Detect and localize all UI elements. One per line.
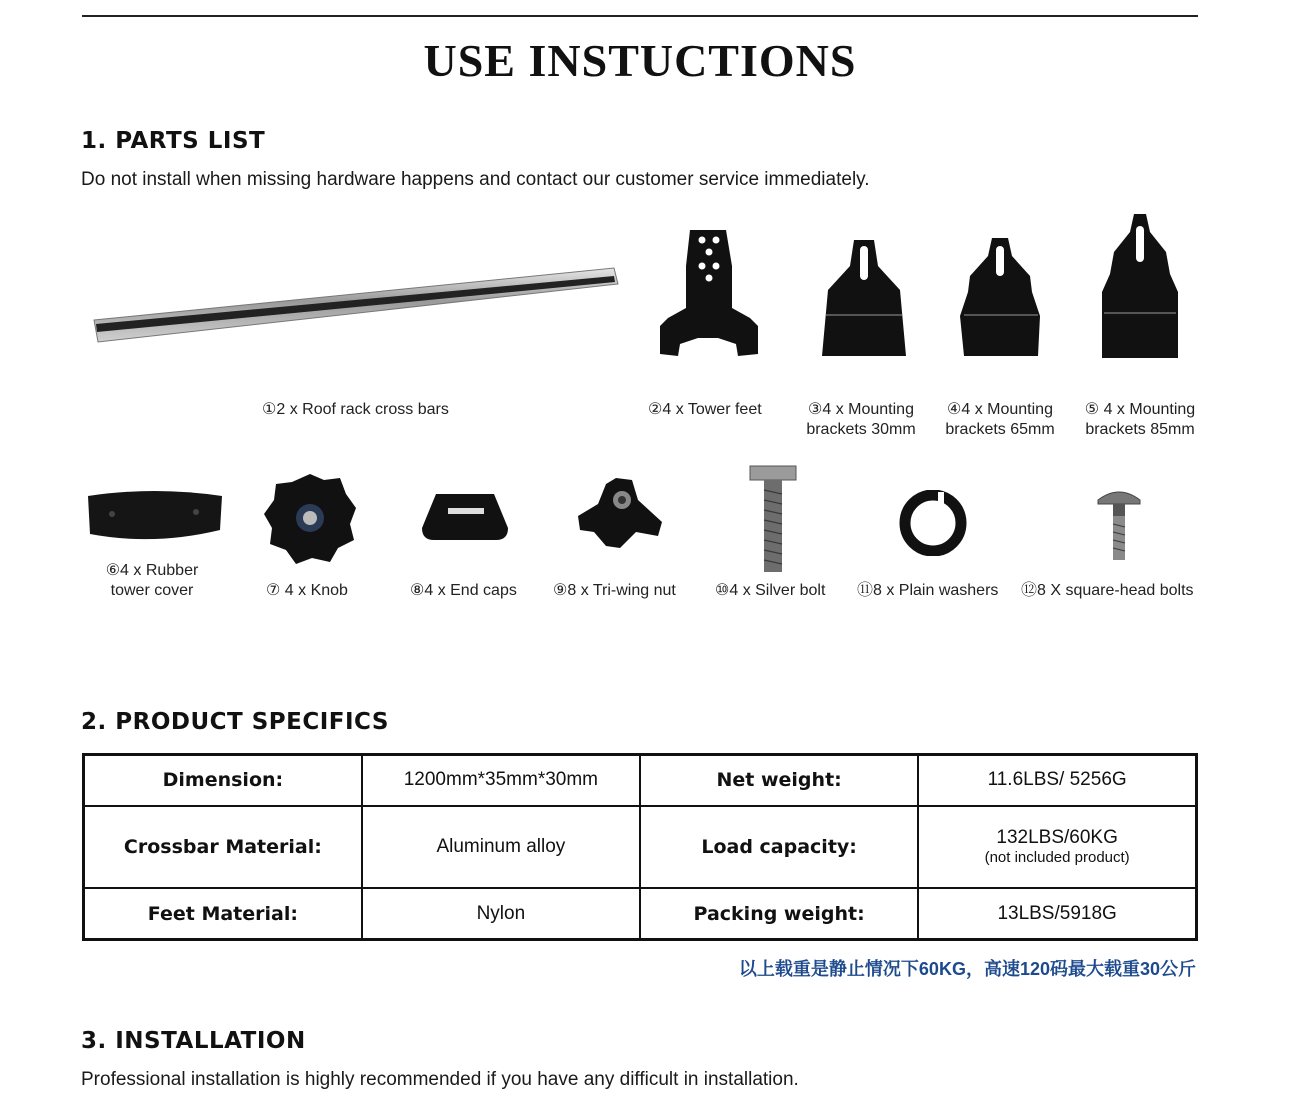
spec-value: 11.6LBS/ 5256G [918, 755, 1196, 806]
part-label-rubber-cover-line1: ⑥4 x Rubber [105, 562, 199, 579]
part-label-bracket-30mm-line2: brackets 30mm [806, 421, 916, 438]
part-label-tri-wing-nut: ⑨8 x Tri-wing nut [553, 582, 676, 599]
part-label-bracket-85mm [1079, 400, 1201, 440]
parts-list-heading: 1. PARTS LIST [81, 128, 266, 154]
installation-note: Professional installation is highly recommended if you have any difficult in installation. [81, 1069, 799, 1090]
part-label-bracket-30mm-line1: ③4 x Mounting [808, 401, 914, 418]
tri-wing-nut-image [576, 476, 666, 550]
spec-key: Feet Material: [84, 888, 362, 939]
spec-key: Net weight: [640, 755, 918, 806]
part-label-silver-bolt: ⑩4 x Silver bolt [715, 582, 826, 599]
spec-value: Aluminum alloy [362, 806, 640, 889]
silver-bolt-image [748, 464, 798, 576]
top-divider [82, 15, 1198, 17]
spec-key: Load capacity: [640, 806, 918, 889]
parts-list-note: Do not install when missing hardware happens and contact our customer service immediately. [81, 169, 870, 190]
load-capacity-note: (not included product) [984, 849, 1130, 867]
square-head-bolt-image [1094, 486, 1144, 562]
part-label-knob: ⑦ 4 x Knob [266, 582, 348, 599]
part-label-rubber-cover-line2: tower cover [110, 582, 194, 599]
page-title: USE INSTUCTIONS [423, 35, 857, 86]
part-label-bracket-65mm-line2: brackets 65mm [945, 421, 1055, 438]
spec-key: Packing weight: [640, 888, 918, 939]
part-label-bracket-30mm [802, 400, 920, 440]
spec-key: Crossbar Material: [84, 806, 362, 889]
part-label-bracket-65mm-line1: ④4 x Mounting [947, 401, 1053, 418]
part-label-plain-washers: ⑪8 x Plain washers [857, 582, 999, 599]
part-label-cross-bars: ①2 x Roof rack cross bars [262, 401, 449, 418]
part-label-bracket-85mm-line1: ⑤ 4 x Mounting [1084, 401, 1196, 418]
spec-value: 13LBS/5918G [918, 888, 1196, 939]
load-capacity-value: 132LBS/60KG [996, 827, 1118, 849]
plain-washer-image [898, 490, 968, 556]
part-label-square-head-bolts: ⑫8 X square-head bolts [1021, 582, 1194, 599]
spec-value-load-capacity [918, 806, 1196, 889]
spec-value: Nylon [362, 888, 640, 939]
installation-heading: 3. INSTALLATION [81, 1028, 306, 1054]
load-note-chinese: 以上载重是静止情况下60KG，高速120码最大载重30公斤 [738, 959, 1196, 979]
spec-key: Dimension: [84, 755, 362, 806]
spec-table [82, 753, 1198, 941]
table-row [84, 888, 1197, 939]
bracket-65mm-image [958, 236, 1042, 360]
product-specifics-heading: 2. PRODUCT SPECIFICS [81, 709, 389, 735]
bracket-85mm-image [1100, 212, 1180, 360]
cross-bar-image [92, 262, 620, 344]
spec-value: 1200mm*35mm*30mm [362, 755, 640, 806]
part-label-bracket-65mm [940, 400, 1060, 440]
part-label-tower-feet: ②4 x Tower feet [648, 401, 762, 418]
table-row [84, 806, 1197, 889]
part-label-rubber-cover [92, 561, 212, 601]
bracket-30mm-image [818, 238, 910, 360]
table-row [84, 755, 1197, 806]
knob-image [262, 470, 358, 566]
end-cap-image [420, 492, 510, 542]
tower-foot-image [658, 226, 760, 360]
rubber-tower-cover-image [84, 490, 226, 544]
part-label-end-caps: ⑧4 x End caps [410, 582, 517, 599]
part-label-bracket-85mm-line2: brackets 85mm [1085, 421, 1195, 438]
